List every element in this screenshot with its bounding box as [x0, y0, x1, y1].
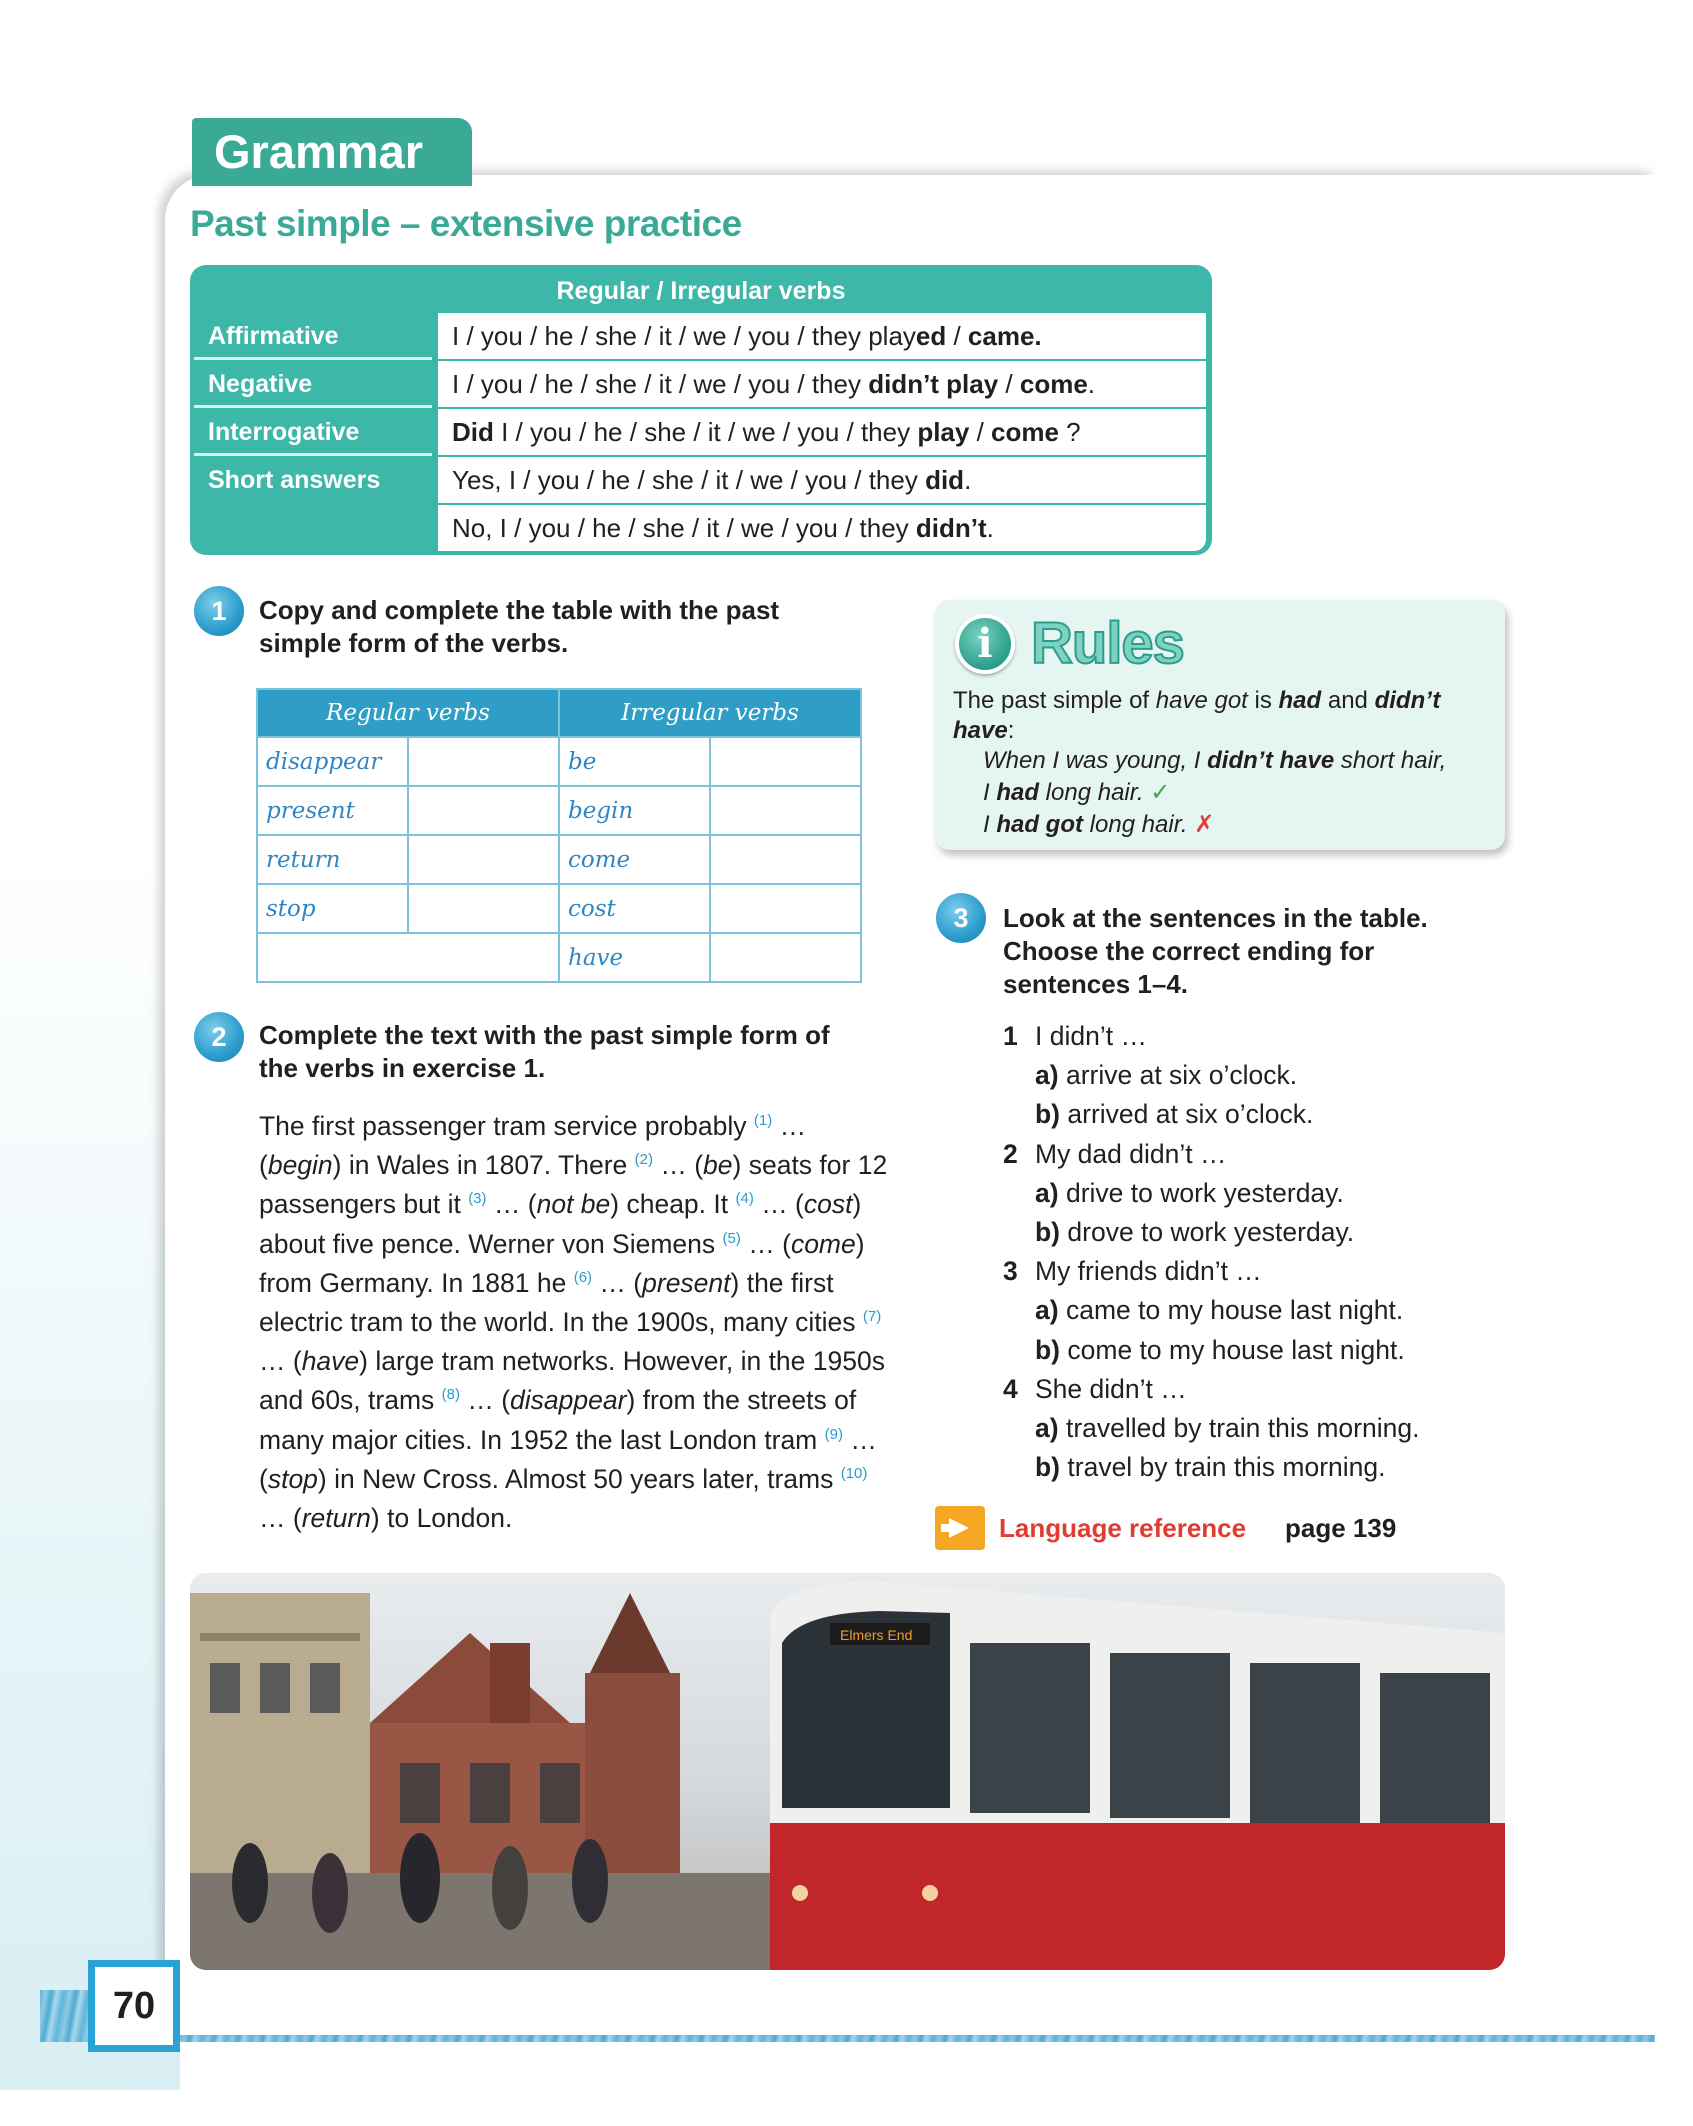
question-item: 3 My friends didn’t …: [1003, 1256, 1262, 1287]
grammar-row: [190, 457, 1212, 503]
tram-photo: [190, 1573, 1505, 1970]
question-item: 2 My dad didn’t …: [1003, 1138, 1227, 1169]
grammar-row-label: Affirmative: [208, 322, 339, 350]
answer-option-a[interactable]: a) drive to work yesterday.: [1035, 1177, 1344, 1208]
gap-number: (8): [441, 1386, 460, 1404]
grammar-row-value: No, I / you / he / she / it / we / you / they didn’t.: [438, 505, 1206, 551]
page-title: Past simple – extensive practice: [190, 203, 742, 244]
gap-number: (3): [468, 1190, 487, 1208]
exercise2-instruction: Complete the text with the past simple form of the verbs in exercise 1.: [259, 1020, 830, 1083]
question-item: 1 I didn’t …: [1003, 1021, 1147, 1051]
verb-cell: come: [559, 835, 710, 884]
table-row: [257, 884, 861, 933]
answer-cell[interactable]: [408, 737, 559, 786]
section-tab: Grammar: [192, 118, 472, 186]
rules-box: [935, 600, 1505, 850]
table-row: [257, 786, 861, 835]
answer-cell[interactable]: [710, 933, 861, 982]
answer-cell[interactable]: [710, 786, 861, 835]
answer-cell[interactable]: [710, 884, 861, 933]
verbs-table: [256, 688, 862, 983]
answer-option-a[interactable]: a) arrive at six o’clock.: [1035, 1060, 1298, 1091]
answer-cell[interactable]: [408, 786, 559, 835]
gap-number: (10): [840, 1464, 868, 1482]
answer-option-a[interactable]: a) travelled by train this morning.: [1035, 1412, 1420, 1443]
exercise-number-badge: 3: [936, 893, 986, 943]
grammar-row-value: I / you / he / she / it / we / you / they didn’t play / come.: [438, 361, 1206, 407]
grammar-row-value: Did I / you / he / she / it / we / you / they play / come ?: [438, 409, 1206, 455]
exercise1-instruction: Copy and complete the table with the past simple form of the verbs.: [259, 595, 780, 658]
grammar-row-value: Yes, I / you / he / she / it / we / you / they did.: [438, 457, 1206, 503]
answer-option-b[interactable]: b) travel by train this morning.: [1035, 1452, 1386, 1483]
grammar-table: [190, 265, 1212, 555]
rules-title: Rules: [1031, 611, 1184, 676]
grammar-row-label: Negative: [208, 370, 313, 398]
verb-cell: return: [257, 835, 408, 884]
grammar-row-value: I / you / he / she / it / we / you / they played / came.: [438, 313, 1206, 359]
answer-cell[interactable]: [408, 884, 559, 933]
page-number: 70: [88, 1960, 180, 2052]
rules-example: When I was young, I didn’t have short hair,: [983, 747, 1447, 774]
page-background: [0, 0, 180, 2126]
answer-option-a[interactable]: a) came to my house last night.: [1035, 1295, 1404, 1326]
question-item: 4 She didn’t …: [1003, 1373, 1187, 1404]
answer-cell[interactable]: [710, 737, 861, 786]
grammar-row: [190, 409, 1212, 455]
verb-cell: have: [559, 933, 710, 982]
table-row: [257, 737, 861, 786]
rules-intro: The past simple of have got is had and didn’t have:: [953, 687, 1441, 744]
exercise3-list: [1003, 1017, 1523, 1487]
empty-cell: [257, 933, 559, 982]
irregular-verbs-header: Irregular verbs: [559, 689, 861, 737]
rules-example: I had long hair. ✓: [983, 779, 1171, 806]
gap-number: (9): [824, 1425, 843, 1443]
verb-cell: cost: [559, 884, 710, 933]
grammar-row-label: Interrogative: [208, 418, 360, 446]
verb-cell: present: [257, 786, 408, 835]
gap-number: (2): [634, 1151, 653, 1169]
exercise2-text: The first passenger tram service probably $^{(1)}$ … (begin) in Wales in 1807. There $^{(2)}$ … (be) seats for 12 passengers but it $^{(3)}$ … (not be) cheap. It $^{(4)}$ … (cost) about five pence. Werner von Siemens $^{(5)}$ … (come) from Germany. In 1881 he $^{(6)}$ … (present) the first electric tram to the world. In the 1900s, many cities $^{(7)}$ … (have) large tram networks. However, in the 1950s and 60s, trams $^{(8)}$ … (disappear) from the streets of many major cities. In 1952 the last London tram $^{(9)}$ … (stop) in New Cross. Almost 50 years later, trams $^{(10)}$ … (return) to London.: [259, 1111, 888, 1534]
verb-cell: be: [559, 737, 710, 786]
grammar-row: [190, 313, 1212, 359]
grammar-row-label: Short answers: [208, 466, 381, 494]
verb-cell: disappear: [257, 737, 408, 786]
gap-number: (7): [862, 1308, 882, 1326]
answer-option-b[interactable]: b) come to my house last night.: [1035, 1334, 1405, 1365]
check-icon: ✓: [1150, 779, 1171, 806]
cross-icon: ✗: [1194, 811, 1215, 838]
answer-option-b[interactable]: b) arrived at six o’clock.: [1035, 1099, 1314, 1130]
exercise-number-badge: 1: [194, 586, 244, 636]
arrow-right-icon: [935, 1506, 985, 1550]
regular-verbs-header: Regular verbs: [257, 689, 559, 737]
verb-cell: begin: [559, 786, 710, 835]
info-icon: i: [955, 614, 1015, 674]
rules-example: I had got long hair. ✗: [983, 811, 1215, 838]
answer-cell[interactable]: [710, 835, 861, 884]
grammar-row: [190, 361, 1212, 407]
exercise-number-badge: 2: [194, 1012, 244, 1062]
tram-photo-illustration: [190, 1573, 1505, 1970]
table-row: [257, 933, 861, 982]
grammar-table-heading: Regular / Irregular verbs: [556, 277, 846, 305]
gap-number: (6): [573, 1268, 593, 1286]
verb-cell: stop: [257, 884, 408, 933]
answer-option-b[interactable]: b) drove to work yesterday.: [1035, 1216, 1355, 1247]
exercise3-instruction: Look at the sentences in the table. Choose the correct ending for sentences 1–4.: [1003, 903, 1428, 999]
tram-destination-sign: Elmers End: [840, 1627, 913, 1643]
gap-number: (5): [722, 1229, 741, 1247]
gap-number: (4): [735, 1190, 754, 1208]
answer-cell[interactable]: [408, 835, 559, 884]
grammar-row: [190, 505, 1212, 551]
gap-number: (1): [753, 1112, 773, 1129]
table-row: [257, 835, 861, 884]
